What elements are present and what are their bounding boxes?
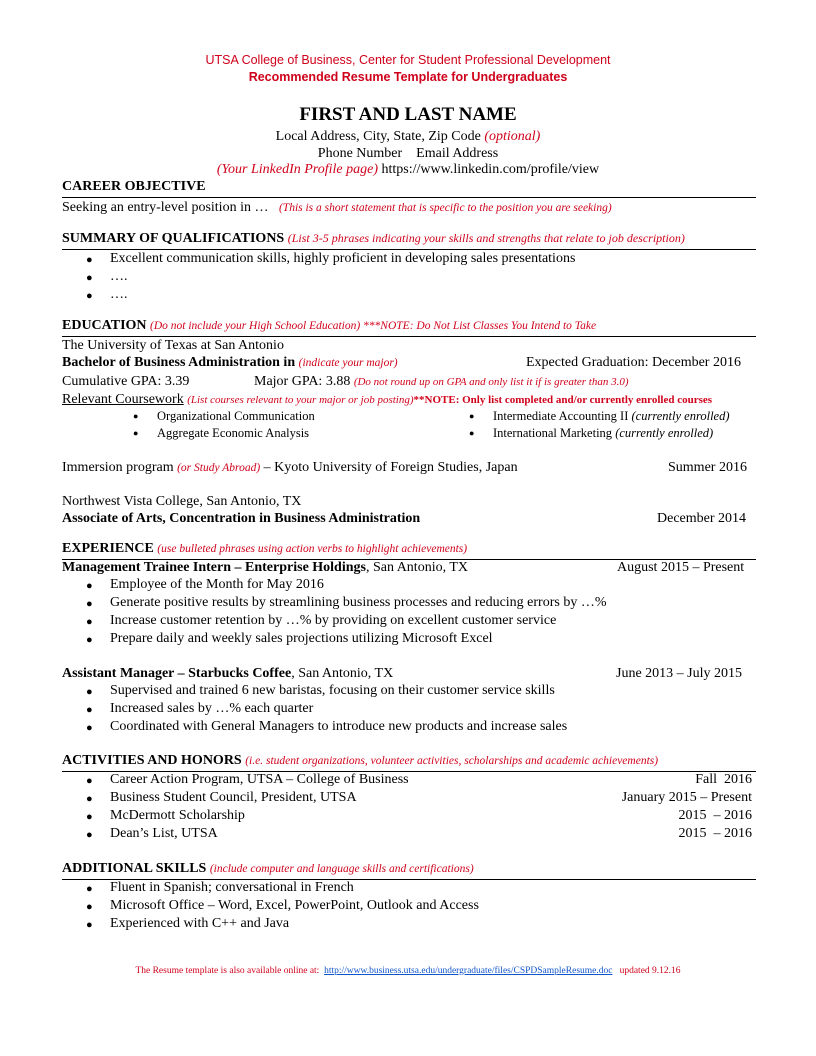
activity-item: McDermott Scholarship	[110, 808, 245, 823]
activity-date: 2015 – 2016	[678, 826, 752, 841]
job-location: , San Antonio, TX	[291, 666, 394, 681]
summary-heading-line	[62, 231, 685, 247]
footer-updated: updated 9.12.16	[619, 966, 681, 976]
bullet-dot-icon: ●	[86, 686, 93, 698]
job-location: , San Antonio, TX	[365, 560, 468, 575]
course-item	[493, 409, 730, 424]
job-dates: June 2013 – July 2015	[616, 666, 742, 681]
school-name: The University of Texas at San Antonio	[62, 338, 284, 353]
office-title: UTSA College of Business, Center for Student Professional Development	[205, 53, 611, 67]
section-divider	[62, 336, 756, 337]
immersion-label: Immersion program	[62, 460, 174, 475]
bullet-dot-icon: ●	[86, 704, 93, 716]
bullet-dot-icon: ●	[86, 616, 93, 628]
skills-note: (include computer and language skills and certifications)	[209, 863, 474, 875]
bullet-dot-icon: ●	[86, 634, 93, 646]
course-item: Aggregate Economic Analysis	[157, 426, 310, 440]
course-item	[493, 426, 713, 441]
activities-note: (i.e. student organizations, volunteer activities, scholarships and academic achievements)	[245, 755, 659, 767]
bullet-dot-icon: ●	[86, 901, 93, 913]
job-title: Assistant Manager – Starbucks Coffee	[62, 666, 292, 681]
skills-heading: ADDITIONAL SKILLS	[62, 861, 207, 876]
summary-heading: SUMMARY OF QUALIFICATIONS	[62, 231, 285, 246]
bullet-dot-icon: ●	[469, 411, 475, 421]
address-line	[0, 129, 816, 145]
bullet-dot-icon: ●	[133, 411, 139, 421]
education-heading: EDUCATION	[62, 318, 147, 333]
degree-line	[62, 355, 398, 371]
bullet-dot-icon: ●	[469, 428, 475, 438]
job-bullet: Increased sales by …% each quarter	[110, 701, 314, 716]
summary-note: (List 3-5 phrases indicating your skills and strengths that relate to job description)	[287, 231, 685, 245]
summary-item: ….	[110, 287, 128, 302]
degree-note: (indicate your major)	[298, 357, 398, 369]
course-name: International Marketing	[493, 426, 613, 440]
activity-date: January 2015 – Present	[621, 790, 752, 805]
linkedin-line	[0, 162, 816, 178]
objective-heading: CAREER OBJECTIVE	[62, 179, 206, 194]
job-title: Management Trainee Intern – Enterprise Holdings	[62, 560, 366, 575]
summary-item: Excellent communication skills, highly proficient in developing sales presentations	[110, 251, 576, 266]
education-heading-line	[62, 318, 596, 334]
job-bullet: Employee of the Month for May 2016	[110, 577, 324, 592]
section-divider	[62, 197, 756, 198]
bullet-dot-icon: ●	[86, 272, 93, 284]
linkedin-note: (Your LinkedIn Profile page)	[216, 162, 378, 177]
bullet-dot-icon: ●	[86, 883, 93, 895]
coursework-line	[62, 392, 712, 408]
applicant-name: FIRST AND LAST NAME	[299, 104, 517, 125]
bullet-dot-icon: ●	[86, 598, 93, 610]
template-title: Recommended Resume Template for Undergraduates	[248, 70, 568, 84]
bullet-dot-icon: ●	[133, 428, 139, 438]
skill-item: Microsoft Office – Word, Excel, PowerPoint, Outlook and Access	[110, 898, 479, 913]
phone-email-line: Phone Number Email Address	[317, 146, 499, 161]
bullet-dot-icon: ●	[86, 811, 93, 823]
graduation-date: Expected Graduation: December 2016	[526, 355, 741, 370]
course-item: Organizational Communication	[157, 409, 315, 423]
experience-note: (use bulleted phrases using action verbs to highlight achievements)	[157, 543, 468, 555]
objective-text-line	[62, 200, 612, 216]
bullet-dot-icon: ●	[86, 254, 93, 266]
footer-text: The Resume template is also available online at:	[135, 966, 320, 976]
bullet-dot-icon: ●	[86, 829, 93, 841]
job-dates: August 2015 – Present	[617, 560, 745, 575]
footer-link[interactable]: http://www.business.utsa.edu/undergraduate/files/CSPDSampleResume.doc	[324, 966, 613, 976]
activity-date: Fall 2016	[695, 772, 752, 787]
major-gpa-line	[254, 374, 629, 390]
activities-heading-line	[62, 753, 658, 769]
experience-heading: EXPERIENCE	[62, 541, 154, 556]
bullet-dot-icon: ●	[86, 290, 93, 302]
objective-note: (This is a short statement that is specific to the position you are seeking)	[278, 202, 612, 214]
activity-item: Career Action Program, UTSA – College of Business	[110, 772, 409, 787]
skills-heading-line	[62, 861, 474, 877]
coursework-note: (List courses relevant to your major or job posting)	[187, 394, 414, 406]
skill-item: Experienced with C++ and Java	[110, 916, 290, 931]
address-text: Local Address, City, State, Zip Code	[275, 129, 481, 144]
coursework-note-2: **NOTE: Only list completed and/or currently enrolled courses	[413, 394, 713, 406]
job-bullet: Increase customer retention by …% by providing on excellent customer service	[110, 613, 557, 628]
major-gpa: Major GPA: 3.88	[254, 374, 351, 389]
activities-heading: ACTIVITIES AND HONORS	[62, 753, 242, 768]
course-status: (currently enrolled)	[615, 426, 714, 440]
job-bullet: Generate positive results by streamlining business processes and reducing errors by …%	[110, 595, 607, 610]
school-name-2: Northwest Vista College, San Antonio, TX	[62, 494, 302, 509]
summary-item: ….	[110, 269, 128, 284]
job-bullet: Supervised and trained 6 new baristas, focusing on their customer service skills	[110, 683, 555, 698]
gpa-note: (Do not round up on GPA and only list it if is greater than 3.0)	[353, 376, 629, 388]
job-bullet: Prepare daily and weekly sales projections utilizing Microsoft Excel	[110, 631, 493, 646]
degree-name: Bachelor of Business Administration in	[62, 355, 296, 370]
address-note: (optional)	[484, 129, 541, 144]
degree-date-2: December 2014	[657, 511, 747, 526]
cumulative-gpa: Cumulative GPA: 3.39	[62, 374, 190, 389]
bullet-dot-icon: ●	[86, 919, 93, 931]
linkedin-url[interactable]: https://www.linkedin.com/profile/view	[381, 162, 600, 177]
bullet-dot-icon: ●	[86, 580, 93, 592]
immersion-note: (or Study Abroad)	[177, 462, 261, 474]
immersion-place: – Kyoto University of Foreign Studies, Japan	[263, 460, 518, 475]
section-divider	[62, 249, 756, 250]
coursework-label: Relevant Coursework	[62, 392, 184, 407]
activity-item: Business Student Council, President, UTSA	[110, 790, 357, 805]
degree-name-2: Associate of Arts, Concentration in Business Administration	[62, 511, 421, 526]
immersion-line	[62, 460, 518, 476]
bullet-dot-icon: ●	[86, 793, 93, 805]
bullet-dot-icon: ●	[86, 775, 93, 787]
skill-item: Fluent in Spanish; conversational in French	[110, 880, 354, 895]
job-bullet: Coordinated with General Managers to introduce new products and increase sales	[110, 719, 568, 734]
activity-item: Dean’s List, UTSA	[110, 826, 218, 841]
footer-line	[0, 966, 816, 976]
experience-heading-line	[62, 541, 467, 557]
objective-text: Seeking an entry-level position in …	[62, 200, 269, 215]
course-status: (currently enrolled)	[631, 409, 730, 423]
job-title-line	[62, 666, 393, 682]
activity-date: 2015 – 2016	[678, 808, 752, 823]
bullet-dot-icon: ●	[86, 722, 93, 734]
job-title-line	[62, 560, 468, 576]
course-name: Intermediate Accounting II	[493, 409, 629, 423]
education-note: (Do not include your High School Education) ***NOTE: Do Not List Classes You Intend to Take	[150, 320, 597, 332]
immersion-date: Summer 2016	[668, 460, 747, 475]
